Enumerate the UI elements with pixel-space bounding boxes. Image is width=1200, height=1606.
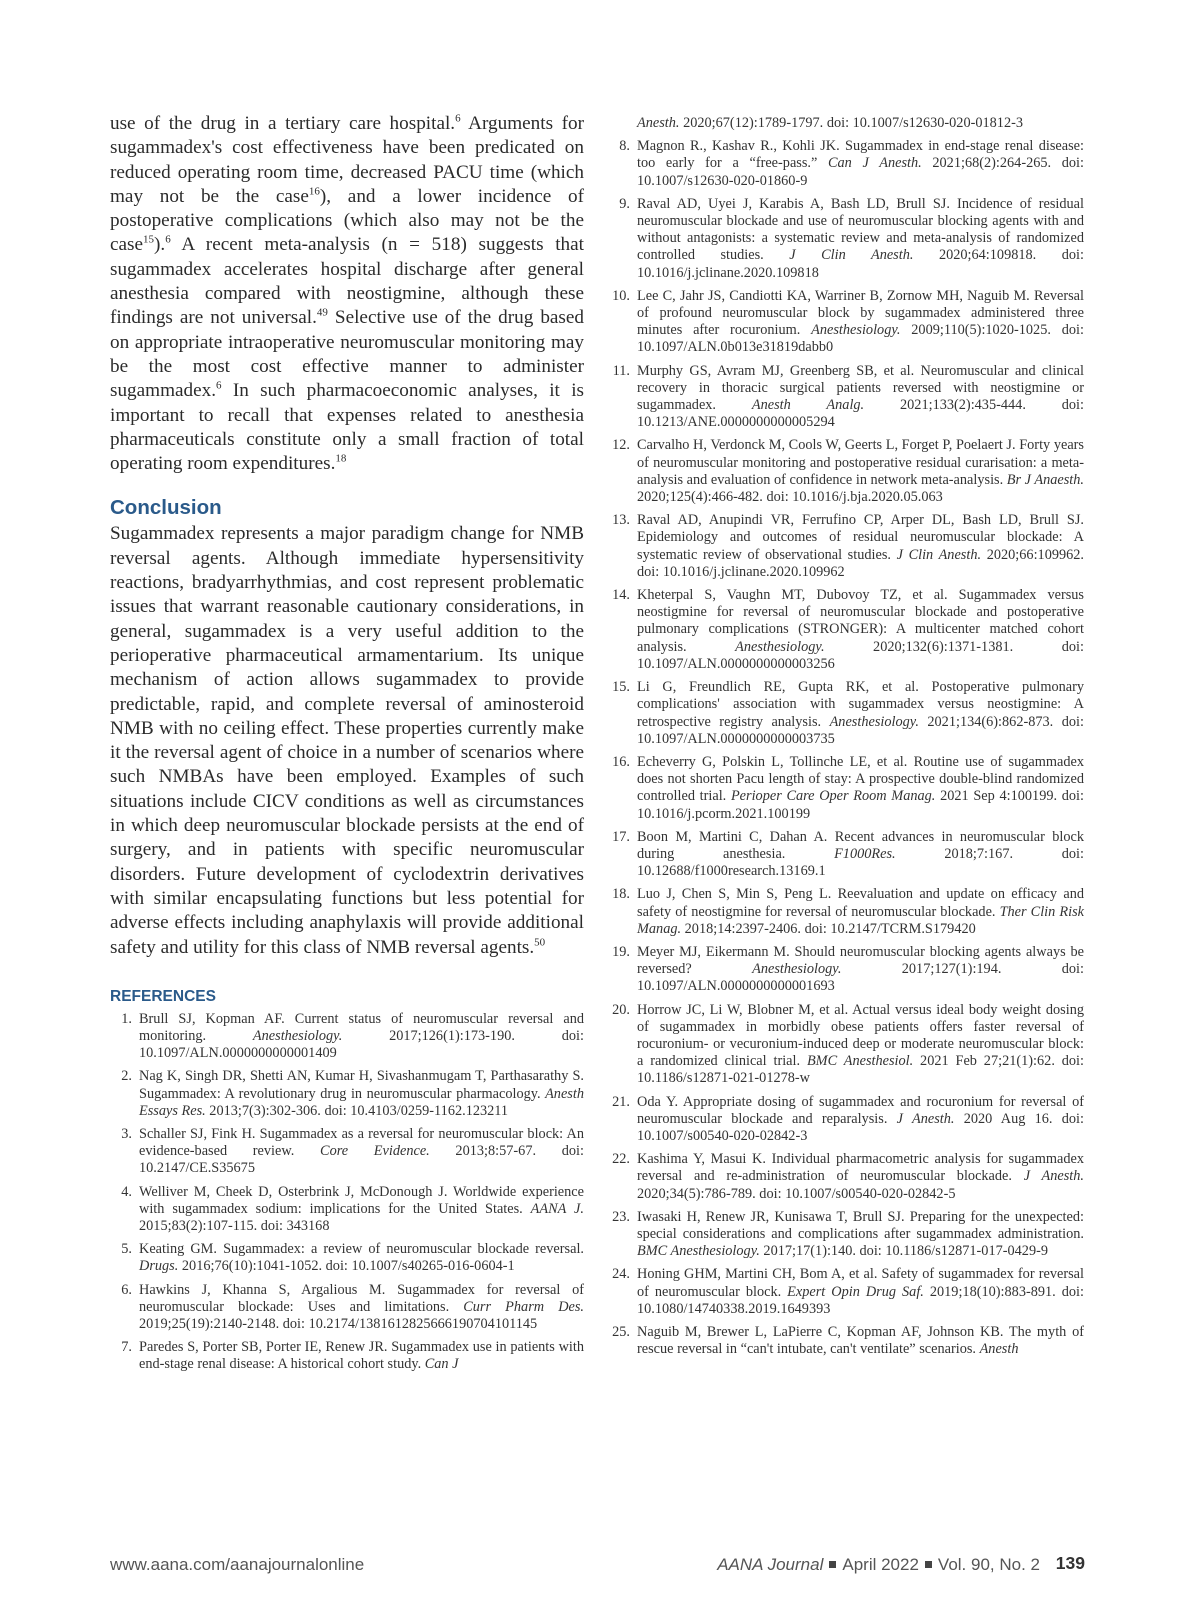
reference-item (608, 1151, 1084, 1203)
footer-journal: AANA Journal (717, 1555, 824, 1574)
journal-name: Expert Opin Drug Saf. (787, 1283, 924, 1300)
references-list-right (608, 138, 1084, 1358)
journal-name: Can J (424, 1356, 459, 1373)
footer-citation (717, 1555, 1040, 1575)
reference-text: Kashima Y, Masui K. Individual pharmacometric analysis for sugammadex reversal and re-administration of neuromuscular blockade. J Anesth. 2020;34(5):786-789. doi: 10.1007/s00540-020-02842-5 (637, 1151, 1084, 1202)
reference-text: Nag K, Singh DR, Shetti AN, Kumar H, Sivashanmugam T, Parthasarathy S. Sugammadex: A revolutionary drug in neuromuscular pharmacology. Anesth Essays Res. 2013;7(3):302-306. doi: 10.4103/0259-1162.123211 (139, 1068, 584, 1119)
reference-7-continuation: Anesth. 2020;67(12):1789-1797. doi: 10.1007/s12630-020-01812-3 (637, 115, 1024, 131)
reference-text: Welliver M, Cheek D, Osterbrink J, McDonough J. Worldwide experience with sugammadex sodium: implications for the United States. AANA J. 2015;83(2):107-115. doi: 343168 (139, 1183, 584, 1235)
footer-volume: Vol. 90, No. 2 (937, 1555, 1040, 1574)
reference-number: 23. (612, 1208, 630, 1225)
reference-number: 15. (612, 679, 630, 696)
reference-number: 4. (121, 1183, 132, 1200)
right-column (608, 115, 1084, 1364)
journal-name: Perioper Care Oper Room Manag. (730, 788, 936, 805)
reference-item (110, 1126, 584, 1178)
reference-item (608, 288, 1084, 357)
reference-item (110, 1011, 584, 1063)
conclusion-paragraph: Sugammadex represents a major paradigm change for NMB reversal agents. Although immediate hypersensitivity reactions, bradyarrhythmias, and cost represent problematic issues that warrant reasonable cautionary considerations, in general, sugammadex is a very useful addition to the perioperative pharmaceutical armamentarium. Its unique mechanism of action allows sugammadex to provide predictable, rapid, and complete reversal of aminosteroid NMB with no ceiling effect. These properties currently make it the reversal agent of choice in a number of scenarios where such NMBAs have been employed. Examples of such situations include CICV conditions as well as circumstances in which deep neuromuscular blockade persists at the end of surgery, and in patients with specific neuromuscular disorders. Future development of cyclodextrin derivatives with similar encapsulating functions but less potential for adverse effects including anaphylaxis will provide additional safety and utility for this class of NMB reversal agents.$^{50}$ (110, 523, 584, 958)
reference-text: Honing GHM, Martini CH, Bom A, et al. Safety of sugammadex for reversal of neuromuscular block. Expert Opin Drug Saf. 2019;18(10):883-891. doi: 10.1080/14740338.2019.1649393 (637, 1266, 1084, 1317)
reference-text: Horrow JC, Li W, Blobner M, et al. Actual versus ideal body weight dosing of sugammadex in morbidly obese patients offers faster reversal of rocuronium- or vecuronium-induced deep or moderate neuromuscular block: a randomized clinical trial. BMC Anesthesiol. 2021 Feb 27;21(1):62. doi: 10.1186/s12871-021-01278-w (637, 1001, 1084, 1087)
reference-number: 25. (612, 1324, 630, 1340)
journal-name: J Anesth. (1023, 1168, 1084, 1185)
journal-name: J Clin Anesth. (896, 546, 982, 563)
reference-number: 8. (619, 138, 630, 155)
journal-name: Core Evidence. (320, 1143, 430, 1160)
reference-text: Lee C, Jahr JS, Candiotti KA, Warriner B, Zornow MH, Naguib M. Reversal of profound neuromuscular block by sugammadex administered three minutes after rocuronium. Anesthesiology. 2009;110(5):1020-1025. doi: 10.1097/ALN.0b013e31819dabb0 (637, 287, 1084, 356)
reference-item (608, 363, 1084, 432)
reference-number: 5. (121, 1241, 132, 1258)
reference-number: 17. (612, 828, 630, 845)
journal-name: BMC Anesthesiology. (637, 1243, 760, 1260)
journal-name: Drugs. (139, 1258, 179, 1275)
reference-text: Naguib M, Brewer L, LaPierre C, Kopman AF, Johnson KB. The myth of rescue reversal in “can't intubate, can't ventilate” scenarios. Anesth (637, 1324, 1084, 1358)
reference-item (608, 196, 1084, 282)
reference-text: Murphy GS, Avram MJ, Greenberg SB, et al. Neuromuscular and clinical recovery in thoracic surgical patients reversed with neostigmine or sugammadex. Anesth Analg. 2021;133(2):435-444. doi: 10.1213/ANE.0000000000005294 (637, 362, 1084, 431)
reference-text: Luo J, Chen S, Min S, Peng L. Reevaluation and update on efficacy and safety of neostigmine for reversal of neuromuscular blockade. Ther Clin Risk Manag. 2018;14:2397-2406. doi: 10.2147/TCRM.S179420 (637, 886, 1085, 937)
reference-item (608, 944, 1084, 996)
reference-number: 24. (612, 1266, 630, 1283)
journal-url-link[interactable]: www.aana.com/aanajournalonline (110, 1555, 365, 1574)
reference-item (608, 512, 1084, 581)
journal-name: Curr Pharm Des. (463, 1298, 585, 1315)
reference-number: 22. (612, 1151, 630, 1168)
reference-item (608, 886, 1084, 938)
reference-item (608, 1209, 1084, 1261)
journal-name: Anesthesiology. (811, 322, 901, 339)
journal-name: Ther Clin Risk Manag. (637, 903, 1085, 937)
journal-name: Anesthesiology. (752, 961, 842, 978)
reference-number: 10. (612, 287, 630, 304)
reference-text: Raval AD, Uyei J, Karabis A, Bash LD, Brull SJ. Incidence of residual neuromuscular blockade and use of neuromuscular blocking agents with and without antagonists: a systematic review and meta-analysis of randomized controlled studies. J Clin Anesth. 2020;64:109818. doi: 10.1016/j.jclinane.2020.109818 (637, 195, 1084, 281)
journal-name: Anesth Analg. (751, 397, 865, 414)
reference-item (110, 1241, 584, 1275)
reference-item (110, 1339, 584, 1373)
references-heading: REFERENCES (110, 987, 216, 1005)
reference-text: Raval AD, Anupindi VR, Ferrufino CP, Arper DL, Bash LD, Brull SJ. Epidemiology and outcomes of residual neuromuscular blockade: A systematic review of observational studies. J Clin Anesth. 2020;66:109962. doi: 10.1016/j.jclinane.2020.109962 (637, 512, 1085, 580)
intro-paragraph: use of the drug in a tertiary care hospital.$^6$ Arguments for sugammadex's cost effectiveness have been predicated on reduced operating room time, decreased PACU time (which may not be the case$^{16}$), and a lower incidence of postoperative complications (which also may not be the case$^{15}$).$^6$ A recent meta-analysis (n = 518) suggests that sugammadex accelerates hospital discharge after general anesthesia compared with neostigmine, although these findings are not universal.$^{49}$ Selective use of the drug based on appropriate intraoperative neuromuscular monitoring may be the most cost effective manner to administer sugammadex.$^6$ In such pharmacoeconomic analyses, it is important to recall that expenses related to anesthesia pharmaceuticals constitute only a small fraction of total operating room expenditures.$^{18}$ (110, 112, 585, 475)
reference-item (110, 1068, 584, 1120)
reference-item (608, 587, 1084, 673)
reference-number: 20. (612, 1001, 630, 1018)
footer-date: April 2022 (842, 1555, 919, 1574)
reference-item (608, 1324, 1084, 1358)
reference-item (608, 1266, 1084, 1318)
journal-name: Anesthesiology. (252, 1028, 343, 1044)
reference-number: 14. (612, 587, 630, 604)
reference-item (608, 829, 1084, 881)
reference-number: 3. (121, 1126, 132, 1143)
reference-item (110, 1184, 584, 1236)
reference-number: 2. (121, 1068, 132, 1085)
reference-text: Oda Y. Appropriate dosing of sugammadex and rocuronium for reversal of neuromuscular blockade and reparalysis. J Anesth. 2020 Aug 16. doi: 10.1007/s00540-020-02842-3 (637, 1093, 1084, 1144)
reference-text: Schaller SJ, Fink H. Sugammadex as a reversal for neuromuscular block: An evidence-based review. Core Evidence. 2013;8:57-67. doi: 10.2147/CE.S35675 (139, 1126, 584, 1177)
reference-text: Kheterpal S, Vaughn MT, Dubovoy TZ, et al. Sugammadex versus neostigmine for reversal of neuromuscular blockade and postoperative pulmonary complications (STRONGER): A multicenter matched cohort analysis. Anesthesiology. 2020;132(6):1371-1381. doi: 10.1097/ALN.0000000000003256 (637, 587, 1084, 672)
reference-number: 11. (612, 362, 630, 379)
square-bullet-icon (829, 1561, 836, 1568)
reference-number: 9. (619, 195, 630, 212)
journal-name: F1000Res. (834, 845, 896, 862)
journal-name: BMC Anesthesiol. (806, 1053, 914, 1070)
journal-name: Anesth (979, 1341, 1019, 1358)
reference-text: Iwasaki H, Renew JR, Kunisawa T, Brull SJ. Preparing for the unexpected: special considerations and complications after sugammadex administration. BMC Anesthesiology. 2017;17(1):140. doi: 10.1186/s12871-017-0429-9 (637, 1208, 1084, 1260)
reference-number: 7. (121, 1339, 132, 1356)
reference-item (608, 679, 1084, 748)
journal-name: AANA J. (530, 1200, 584, 1217)
square-bullet-icon (925, 1561, 932, 1568)
journal-name: Can J Anesth. (828, 155, 922, 172)
reference-text: Li G, Freundlich RE, Gupta RK, et al. Postoperative pulmonary complications' association with sugammadex versus neostigmine: A retrospective registry analysis. Anesthesiology. 2021;134(6):862-873. doi: 10.1097/ALN.0000000000003735 (637, 679, 1084, 747)
reference-number: 12. (612, 437, 630, 454)
reference-item (608, 1002, 1084, 1088)
reference-text: Meyer MJ, Eikermann M. Should neuromuscular blocking agents always be reversed? Anesthesiology. 2017;127(1):194. doi: 10.1097/ALN.0000000000001693 (637, 943, 1084, 995)
conclusion-heading: Conclusion (110, 496, 222, 520)
reference-text: Keating GM. Sugammadex: a review of neuromuscular blockade reversal. Drugs. 2016;76(10):1041-1052. doi: 10.1007/s40265-016-0604-1 (139, 1241, 584, 1275)
reference-number: 16. (612, 753, 630, 770)
reference-text: Hawkins J, Khanna S, Argalious M. Sugammadex for reversal of neuromuscular blockade: Uses and limitations. Curr Pharm Des. 2019;25(19):2140-2148. doi: 10.2174/1381612825666190704101145 (139, 1281, 585, 1333)
reference-item (110, 1282, 584, 1334)
references-list-left (110, 1011, 584, 1374)
journal-name: J Anesth. (896, 1110, 955, 1127)
reference-text: Echeverry G, Polskin L, Tollinche LE, et al. Routine use of sugammadex does not shorten Pacu length of stay: A prospective double-blind randomized controlled trial. Perioper Care Oper Room Manag. 2021 Sep 4:100199. doi: 10.1016/j.pcorm.2021.100199 (637, 753, 1084, 822)
reference-text: Magnon R., Kashav R., Kohli JK. Sugammadex in end-stage renal disease: too early for a “free-pass.” Can J Anesth. 2021;68(2):264-265. doi: 10.1007/s12630-020-01860-9 (637, 138, 1084, 189)
reference-text: Paredes S, Porter SB, Porter IE, Renew JR. Sugammadex use in patients with end-stage renal disease: A historical cohort study. Can J (139, 1339, 584, 1373)
reference-number: 21. (612, 1093, 630, 1110)
left-column (110, 112, 584, 1380)
reference-number: 19. (612, 943, 630, 960)
reference-text: Carvalho H, Verdonck M, Cools W, Geerts L, Forget P, Poelaert J. Forty years of neuromuscular monitoring and postoperative residual curarisation: a meta-analysis and evaluation of confidence in network meta-analysis. Br J Anaesth. 2020;125(4):466-482. doi: 10.1016/j.bja.2020.05.063 (637, 437, 1084, 506)
journal-name: Anesthesiology. (829, 713, 919, 730)
journal-name: Br J Anaesth. (1006, 471, 1084, 488)
reference-number: 13. (612, 512, 630, 529)
reference-item (608, 1094, 1084, 1146)
reference-item (608, 754, 1084, 823)
journal-name: J Clin Anesth. (789, 247, 914, 264)
journal-name: Anesth Essays Res. (139, 1085, 584, 1119)
page-number: 139 (1055, 1553, 1085, 1573)
reference-text: Brull SJ, Kopman AF. Current status of neuromuscular reversal and monitoring. Anesthesiology. 2017;126(1):173-190. doi: 10.1097/ALN.0000000000001409 (139, 1010, 584, 1062)
journal-name: Anesthesiology. (735, 638, 825, 655)
reference-item (608, 138, 1084, 190)
reference-number: 6. (121, 1281, 132, 1298)
reference-number: 18. (612, 886, 630, 903)
reference-text: Boon M, Martini C, Dahan A. Recent advances in neuromuscular block during anesthesia. F1000Res. 2018;7:167. doi: 10.12688/f1000research.13169.1 (637, 828, 1084, 880)
reference-number: 1. (121, 1010, 132, 1027)
reference-item (608, 437, 1084, 506)
